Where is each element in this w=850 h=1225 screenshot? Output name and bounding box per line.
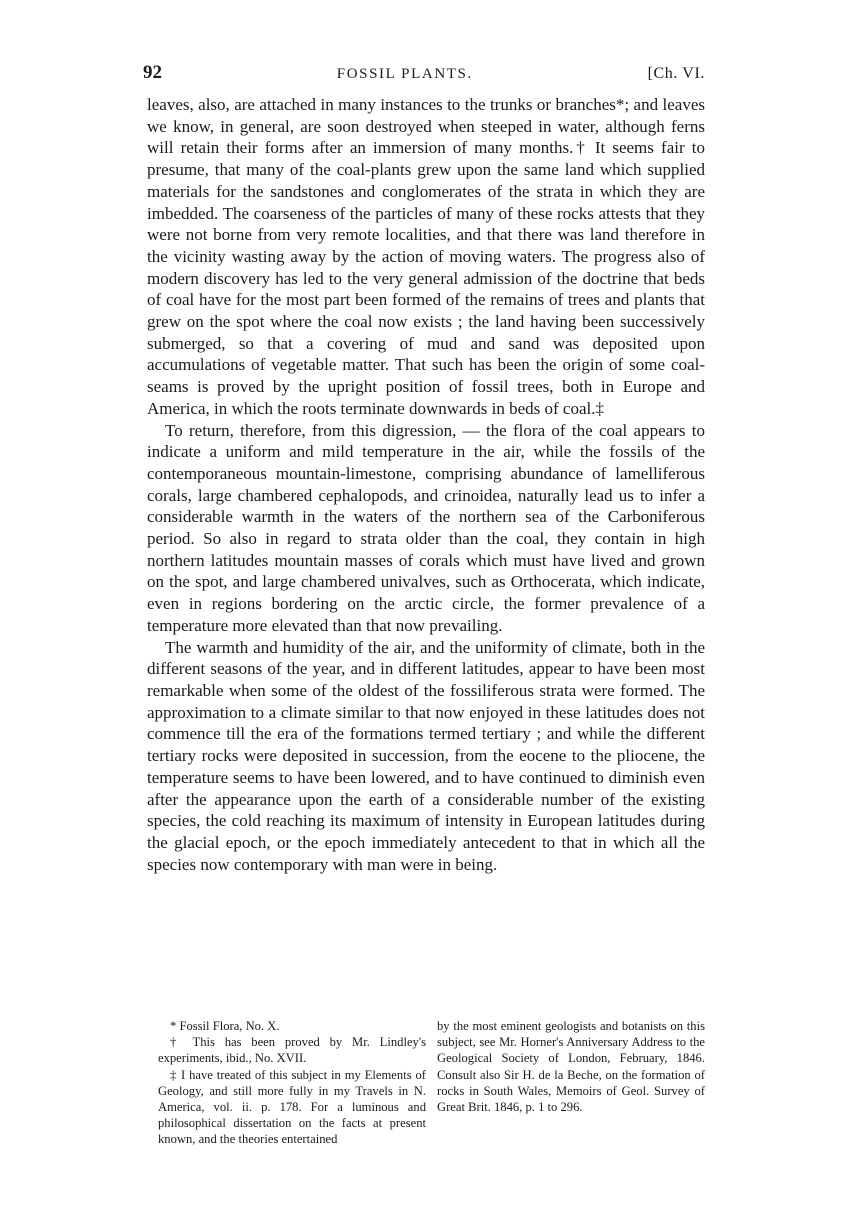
body-text <box>147 94 705 875</box>
paragraph: The warmth and humidity of the air, and the uniformity of climate, both in the different seasons of the year, and in different latitudes, appear to have been most remarkable when some of the oldest of the fossiliferous strata were formed. The approximation to a climate similar to that now enjoyed in these latitudes does not commence till the era of the formations termed tertiary ; and while the different tertiary rocks were deposited in succession, from the eocene to the pliocene, the temperature seems to have been lowered, and to have continued to diminish even after the appearance upon the earth of a considerable number of the existing species, the cold reaching its maximum of intensity in European latitudes during the glacial epoch, or the epoch immediately antecedent to that in which all the species now contemporary with man were in being. <box>147 637 705 874</box>
footnote: ‡ I have treated of this subject in my Elements of Geology, and still more fully in my Travels in N. America, vol. ii. p. 178. For a luminous and philosophical dissertation on the facts at present known, and the theories entertained <box>158 1067 426 1147</box>
footnotes-right-column <box>437 1018 705 1148</box>
chapter-label: [Ch. VI. <box>647 65 705 82</box>
paragraph: To return, therefore, from this digression, — the flora of the coal appears to indicate a uniform and mild temperature in the air, while the fossils of the contemporaneous mountain-limestone, comprising abundance of lamelliferous corals, large chambered cephalopods, and crinoidea, naturally lead us to infer a considerable warmth in the waters of the northern sea of the Carboniferous period. So also in regard to strata older than the coal, they contain in high northern latitudes mountain masses of corals which must have lived and grown on the spot, and large chambered univalves, such as Orthoceratа, which indicate, even in regions bordering on the arctic circle, the former prevalence of a temperature more elevated than that now prevailing. <box>147 420 705 635</box>
page-number: 92 <box>143 62 162 83</box>
footnotes-left-column <box>158 1018 426 1148</box>
footnote: * Fossil Flora, No. X. <box>170 1019 280 1033</box>
running-title: FOSSIL PLANTS. <box>336 66 473 82</box>
page-header <box>143 62 705 84</box>
footnotes <box>158 1018 705 1148</box>
footnote-continuation: by the most eminent geologists and botanists on this subject, see Mr. Horner's Anniversary Address to the Geological Society of London, February, 1846. Consult also Sir H. de la Beche, on the formation of rocks in South Wales, Memoirs of Geol. Survey of Great Brit. 1846, p. 1 to 296. <box>437 1019 705 1115</box>
paragraph: leaves, also, are attached in many instances to the trunks or branches*; and leaves we know, in general, are soon destroyed when steeped in water, although ferns will retain their forms after an immersion of many months.† It seems fair to presume, that many of the coal-plants grew upon the same land which supplied materials for the sandstones and conglomerates of the strata in which they are imbedded. The coarseness of the particles of many of these rocks attests that they were not borne from very remote localities, and that there was land therefore in the vicinity wasting away by the action of moving waters. The progress also of modern discovery has led to the very general admission of the doctrine that beds of coal have for the most part been formed of the remains of trees and plants that grew on the spot where the coal now exists ; the land having been successively submerged, so that a covering of mud and sand was deposited upon accumulations of vegetable matter. That such has been the origin of some coal-seams is proved by the upright position of fossil trees, both in Europe and America, in which the roots terminate downwards in beds of coal.‡ <box>147 95 705 418</box>
footnote: † This has been proved by Mr. Lindley's experiments, ibid., No. XVII. <box>158 1035 426 1066</box>
